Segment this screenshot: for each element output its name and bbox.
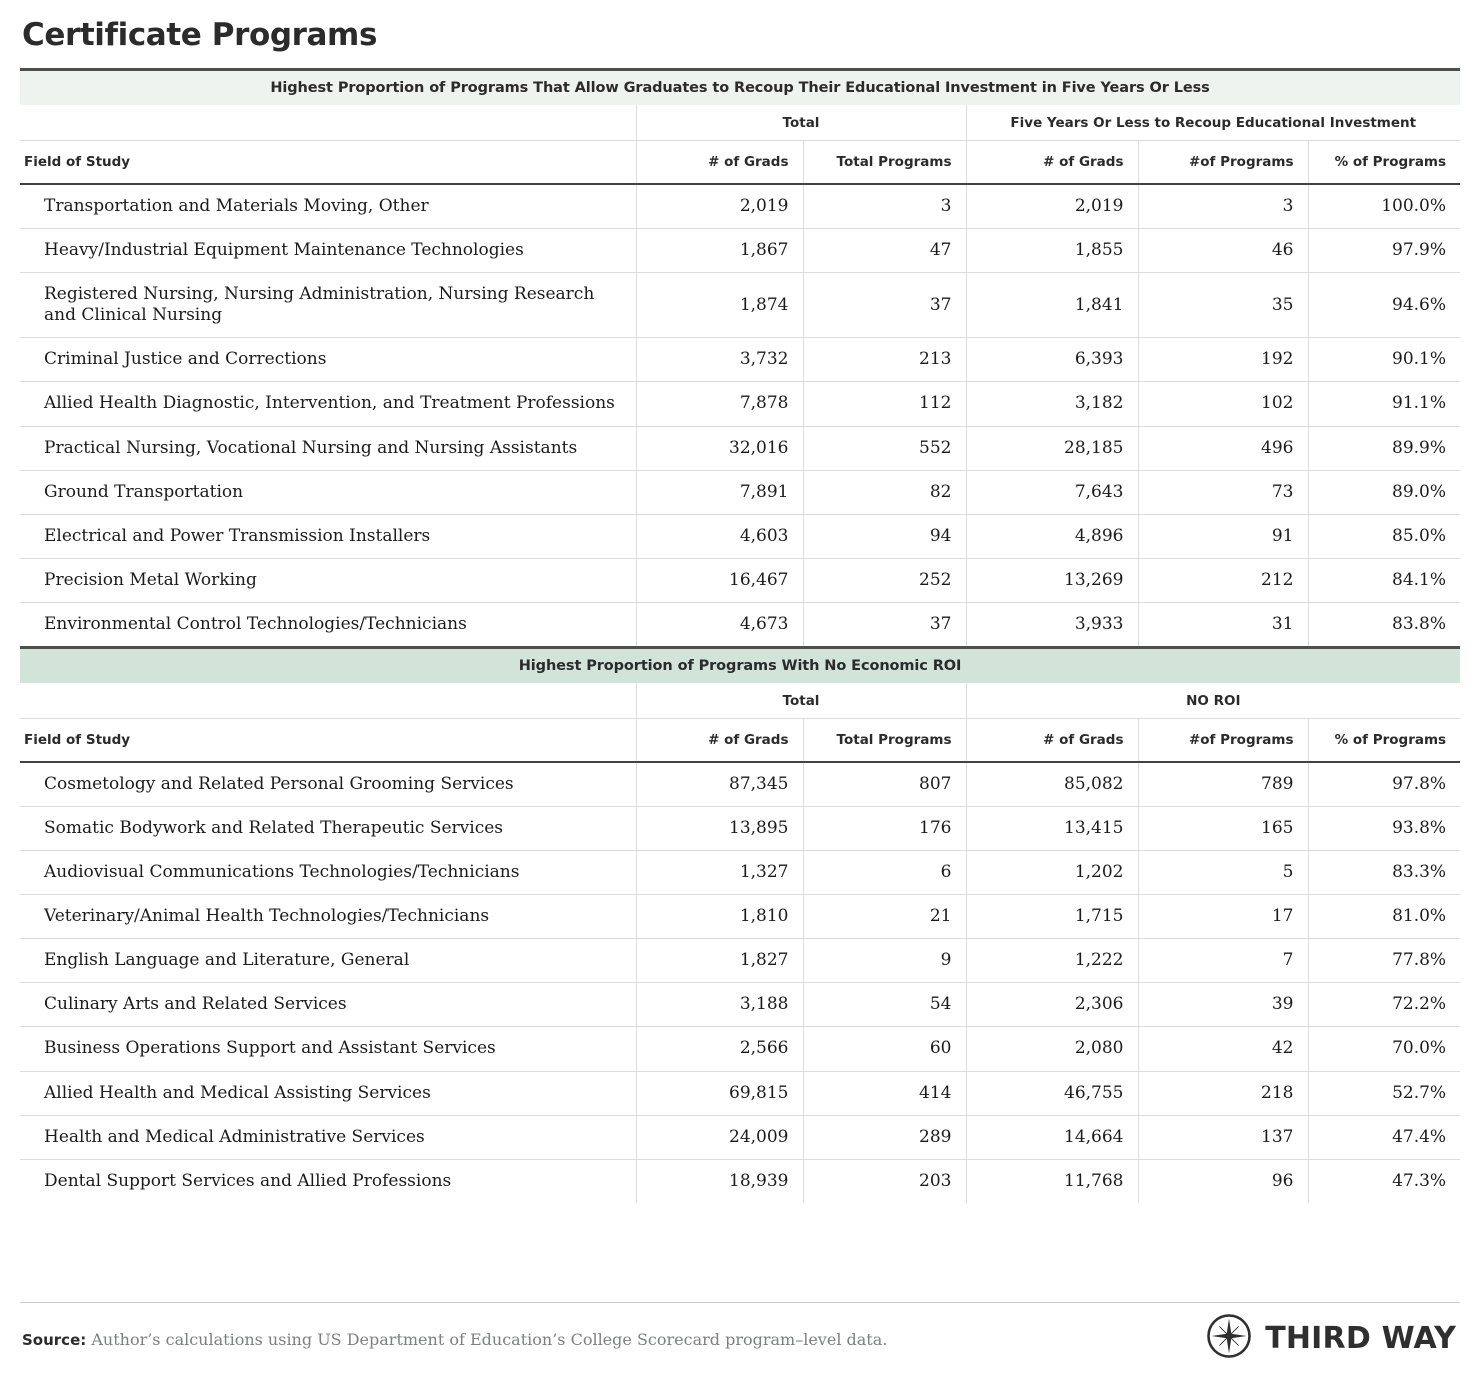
- cell-field-of-study: Health and Medical Administrative Services: [20, 1115, 636, 1159]
- group-header-spacer: [20, 105, 636, 141]
- cell-sub-programs: 73: [1138, 470, 1308, 514]
- cell-field-of-study: Ground Transportation: [20, 470, 636, 514]
- cell-total-programs: 21: [803, 895, 966, 939]
- cell-pct-programs: 72.2%: [1308, 983, 1460, 1027]
- table-row: [20, 470, 1460, 514]
- cell-pct-programs: 84.1%: [1308, 558, 1460, 602]
- cell-sub-grads: 11,768: [966, 1159, 1138, 1203]
- cell-pct-programs: 77.8%: [1308, 939, 1460, 983]
- table-row: [20, 939, 1460, 983]
- column-header-row: [20, 141, 1460, 185]
- column-header-total-programs: Total Programs: [803, 141, 966, 185]
- table-no-economic-roi: [20, 646, 1460, 1203]
- cell-sub-programs: 46: [1138, 229, 1308, 273]
- cell-total-grads: 1,874: [636, 273, 803, 338]
- cell-field-of-study: Practical Nursing, Vocational Nursing and Nursing Assistants: [20, 426, 636, 470]
- cell-total-grads: 2,566: [636, 1027, 803, 1071]
- cell-sub-grads: 2,019: [966, 184, 1138, 229]
- cell-sub-grads: 14,664: [966, 1115, 1138, 1159]
- cell-pct-programs: 89.0%: [1308, 470, 1460, 514]
- cell-total-grads: 87,345: [636, 762, 803, 807]
- cell-sub-programs: 7: [1138, 939, 1308, 983]
- footer: [20, 1302, 1460, 1365]
- cell-total-programs: 112: [803, 382, 966, 426]
- table-row: [20, 1115, 1460, 1159]
- table-row: [20, 851, 1460, 895]
- cell-sub-programs: 96: [1138, 1159, 1308, 1203]
- compass-star-icon: [1206, 1313, 1252, 1364]
- cell-total-programs: 552: [803, 426, 966, 470]
- table-banner-label: Highest Proportion of Programs That Allow Graduates to Recoup Their Educational Investment in Five Years Or Less: [20, 70, 1460, 106]
- cell-sub-programs: 31: [1138, 602, 1308, 646]
- cell-sub-grads: 3,933: [966, 602, 1138, 646]
- cell-pct-programs: 70.0%: [1308, 1027, 1460, 1071]
- cell-sub-programs: 496: [1138, 426, 1308, 470]
- cell-total-grads: 4,603: [636, 514, 803, 558]
- cell-pct-programs: 89.9%: [1308, 426, 1460, 470]
- cell-field-of-study: Registered Nursing, Nursing Administration, Nursing Research and Clinical Nursing: [20, 273, 636, 338]
- cell-sub-grads: 7,643: [966, 470, 1138, 514]
- cell-total-programs: 47: [803, 229, 966, 273]
- table-banner: [20, 70, 1460, 106]
- group-header-total: Total: [636, 683, 966, 719]
- cell-total-programs: 176: [803, 807, 966, 851]
- cell-sub-grads: 28,185: [966, 426, 1138, 470]
- table-row: [20, 558, 1460, 602]
- cell-sub-grads: 6,393: [966, 338, 1138, 382]
- cell-total-grads: 13,895: [636, 807, 803, 851]
- page-title: Certificate Programs: [22, 17, 378, 53]
- cell-sub-programs: 165: [1138, 807, 1308, 851]
- table-row: [20, 1027, 1460, 1071]
- cell-total-programs: 289: [803, 1115, 966, 1159]
- cell-sub-programs: 192: [1138, 338, 1308, 382]
- cell-pct-programs: 83.8%: [1308, 602, 1460, 646]
- cell-field-of-study: Business Operations Support and Assistant Services: [20, 1027, 636, 1071]
- column-header-sub-grads: # of Grads: [966, 718, 1138, 762]
- table-row: [20, 1071, 1460, 1115]
- cell-pct-programs: 52.7%: [1308, 1071, 1460, 1115]
- cell-field-of-study: Precision Metal Working: [20, 558, 636, 602]
- cell-pct-programs: 97.9%: [1308, 229, 1460, 273]
- table-recoup-five-years: [20, 68, 1460, 646]
- cell-pct-programs: 85.0%: [1308, 514, 1460, 558]
- cell-pct-programs: 83.3%: [1308, 851, 1460, 895]
- cell-total-programs: 54: [803, 983, 966, 1027]
- cell-field-of-study: Culinary Arts and Related Services: [20, 983, 636, 1027]
- cell-sub-programs: 35: [1138, 273, 1308, 338]
- cell-field-of-study: Dental Support Services and Allied Professions: [44, 1170, 452, 1191]
- cell-total-grads: 69,815: [636, 1071, 803, 1115]
- cell-sub-programs: 102: [1138, 382, 1308, 426]
- cell-pct-programs: 47.4%: [1308, 1115, 1460, 1159]
- cell-field-of-study: Criminal Justice and Corrections: [20, 338, 636, 382]
- cell-total-programs: 414: [803, 1071, 966, 1115]
- cell-sub-grads: 1,855: [966, 229, 1138, 273]
- table-banner-label: Highest Proportion of Programs With No Economic ROI: [20, 647, 1460, 683]
- cell-sub-grads: 46,755: [966, 1071, 1138, 1115]
- cell-sub-programs: 212: [1138, 558, 1308, 602]
- cell-total-grads: 3,188: [636, 983, 803, 1027]
- table-row: [20, 184, 1460, 229]
- table-row: [20, 602, 1460, 646]
- cell-pct-programs: 94.6%: [1308, 273, 1460, 338]
- cell-total-grads: 18,939: [636, 1159, 803, 1203]
- table-row: [20, 1159, 1460, 1203]
- cell-sub-programs: 91: [1138, 514, 1308, 558]
- table-body: [20, 184, 1460, 646]
- group-header-subset: NO ROI: [966, 683, 1460, 719]
- cell-field-of-study: Somatic Bodywork and Related Therapeutic Services: [20, 807, 636, 851]
- cell-sub-grads: 1,202: [966, 851, 1138, 895]
- cell-sub-grads: 2,080: [966, 1027, 1138, 1071]
- cell-total-programs: 37: [803, 602, 966, 646]
- cell-field-of-study: Heavy/Industrial Equipment Maintenance Technologies: [20, 229, 636, 273]
- column-header-sub-programs: #of Programs: [1138, 141, 1308, 185]
- cell-field-of-study: English Language and Literature, General: [20, 939, 636, 983]
- cell-total-grads: 7,891: [636, 470, 803, 514]
- source-note: [20, 1320, 887, 1349]
- table-row: [20, 895, 1460, 939]
- cell-total-grads: 3,732: [636, 338, 803, 382]
- cell-total-programs: 3: [803, 184, 966, 229]
- cell-total-programs: 60: [803, 1027, 966, 1071]
- group-header-row: [20, 683, 1460, 719]
- cell-total-grads: 1,810: [636, 895, 803, 939]
- group-header-total: Total: [636, 105, 966, 141]
- group-header-spacer: [20, 683, 636, 719]
- cell-sub-programs: 218: [1138, 1071, 1308, 1115]
- cell-total-programs: 37: [803, 273, 966, 338]
- cell-field-of-study: Audiovisual Communications Technologies/Technicians: [20, 851, 636, 895]
- column-header-pct-programs: % of Programs: [1308, 718, 1460, 762]
- cell-total-grads: 32,016: [636, 426, 803, 470]
- cell-sub-grads: 1,222: [966, 939, 1138, 983]
- column-header-pct-programs: % of Programs: [1308, 141, 1460, 185]
- cell-sub-grads: 1,715: [966, 895, 1138, 939]
- table-row: [20, 229, 1460, 273]
- cell-total-programs: 82: [803, 470, 966, 514]
- cell-field-of-study: Cosmetology and Related Personal Grooming Services: [20, 762, 636, 807]
- cell-field-of-study: Transportation and Materials Moving, Other: [20, 184, 636, 229]
- cell-sub-grads: 2,306: [966, 983, 1138, 1027]
- cell-total-programs: 94: [803, 514, 966, 558]
- cell-total-grads: 16,467: [636, 558, 803, 602]
- cell-sub-programs: 5: [1138, 851, 1308, 895]
- table-banner: [20, 647, 1460, 683]
- cell-field-of-study: Electrical and Power Transmission Installers: [20, 514, 636, 558]
- cell-field-of-study: Allied Health and Medical Assisting Services: [20, 1071, 636, 1115]
- cell-field-of-study: Allied Health Diagnostic, Intervention, and Treatment Professions: [20, 382, 636, 426]
- table-row: [20, 426, 1460, 470]
- cell-total-grads: 1,867: [636, 229, 803, 273]
- column-header-total-grads: # of Grads: [636, 141, 803, 185]
- cell-total-grads: 2,019: [636, 184, 803, 229]
- brand-lockup: [1206, 1305, 1460, 1364]
- cell-total-programs: 213: [803, 338, 966, 382]
- table-row: [20, 514, 1460, 558]
- cell-total-programs: 807: [803, 762, 966, 807]
- cell-sub-programs: 789: [1138, 762, 1308, 807]
- cell-sub-grads: 13,415: [966, 807, 1138, 851]
- cell-total-grads: 24,009: [636, 1115, 803, 1159]
- cell-field-of-study: Environmental Control Technologies/Technicians: [44, 613, 467, 634]
- column-header-sub-programs: #of Programs: [1138, 718, 1308, 762]
- cell-total-grads: 1,327: [636, 851, 803, 895]
- table-row: [20, 983, 1460, 1027]
- cell-sub-grads: 3,182: [966, 382, 1138, 426]
- cell-sub-grads: 85,082: [966, 762, 1138, 807]
- cell-total-programs: 9: [803, 939, 966, 983]
- cell-sub-programs: 137: [1138, 1115, 1308, 1159]
- cell-pct-programs: 47.3%: [1308, 1159, 1460, 1203]
- source-text: Author’s calculations using US Department of Education’s College Scorecard program–level data.: [91, 1329, 888, 1349]
- source-label: Source:: [22, 1330, 87, 1349]
- cell-pct-programs: 90.1%: [1308, 338, 1460, 382]
- cell-total-programs: 203: [803, 1159, 966, 1203]
- table-row: [20, 273, 1460, 338]
- cell-sub-grads: 1,841: [966, 273, 1138, 338]
- cell-sub-programs: 42: [1138, 1027, 1308, 1071]
- table-row: [20, 382, 1460, 426]
- column-header-total-programs: Total Programs: [803, 718, 966, 762]
- brand-name: THIRD WAY: [1265, 1320, 1456, 1356]
- cell-pct-programs: 91.1%: [1308, 382, 1460, 426]
- cell-sub-programs: 39: [1138, 983, 1308, 1027]
- cell-pct-programs: 100.0%: [1308, 184, 1460, 229]
- cell-total-grads: 4,673: [636, 602, 803, 646]
- group-header-subset: Five Years Or Less to Recoup Educational Investment: [966, 105, 1460, 141]
- column-header-total-grads: # of Grads: [636, 718, 803, 762]
- cell-total-grads: 1,827: [636, 939, 803, 983]
- cell-total-programs: 6: [803, 851, 966, 895]
- column-header-sub-grads: # of Grads: [966, 141, 1138, 185]
- cell-sub-grads: 13,269: [966, 558, 1138, 602]
- table-row: [20, 338, 1460, 382]
- column-header-row: [20, 718, 1460, 762]
- cell-pct-programs: 81.0%: [1308, 895, 1460, 939]
- cell-total-grads: 7,878: [636, 382, 803, 426]
- cell-pct-programs: 93.8%: [1308, 807, 1460, 851]
- cell-total-programs: 252: [803, 558, 966, 602]
- cell-sub-programs: 17: [1138, 895, 1308, 939]
- cell-sub-grads: 4,896: [966, 514, 1138, 558]
- cell-pct-programs: 97.8%: [1308, 762, 1460, 807]
- group-header-row: [20, 105, 1460, 141]
- table-row: [20, 807, 1460, 851]
- table-body: [20, 762, 1460, 1203]
- column-header-field-of-study: Field of Study: [20, 718, 636, 762]
- cell-sub-programs: 3: [1138, 184, 1308, 229]
- table-row: [20, 762, 1460, 807]
- column-header-field-of-study: Field of Study: [20, 141, 636, 185]
- cell-field-of-study: Veterinary/Animal Health Technologies/Technicians: [20, 895, 636, 939]
